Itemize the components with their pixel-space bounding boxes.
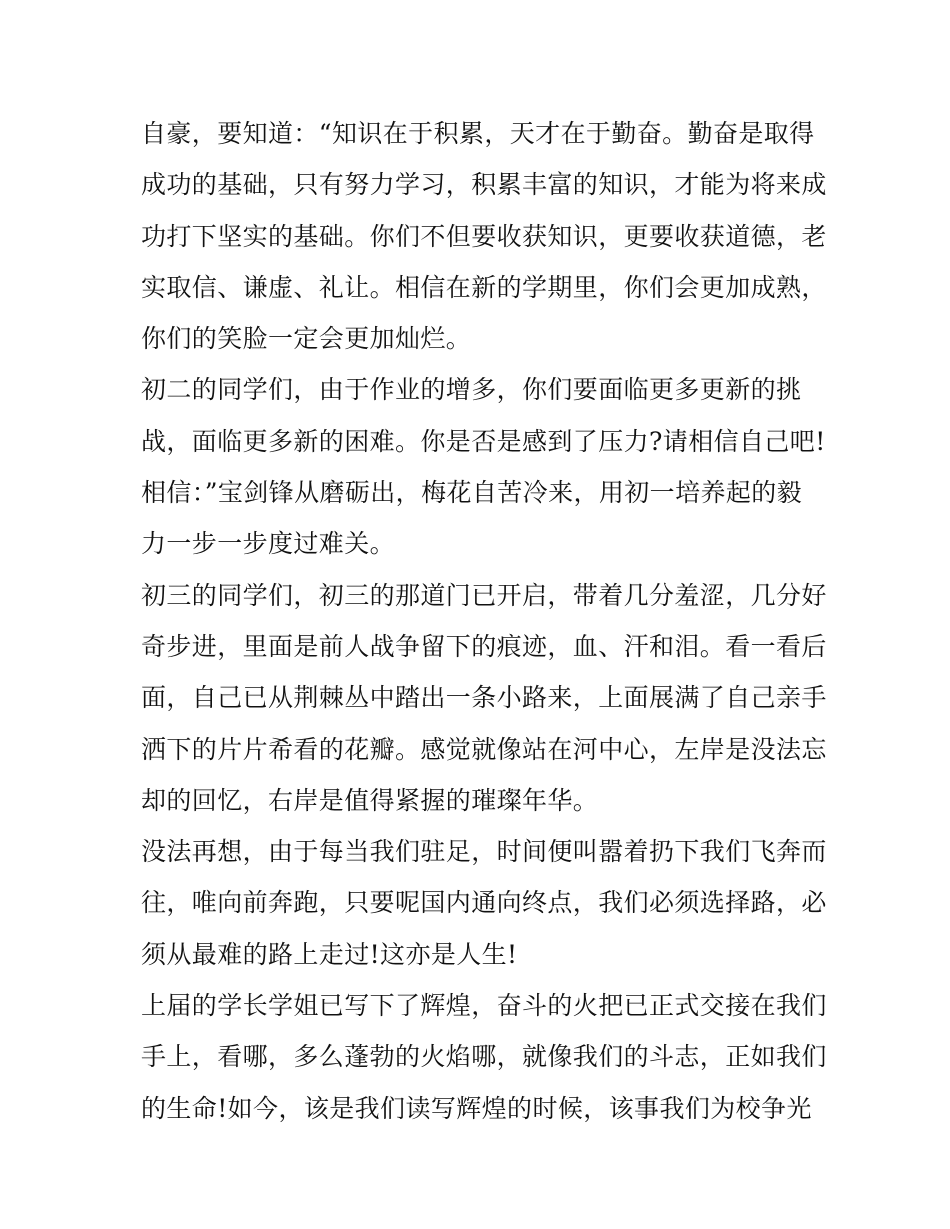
text-line: 手上，看哪，多么蓬勃的火焰哪，就像我们的斗志，正如我们 xyxy=(141,1042,827,1072)
text-line: 功打下坚实的基础。你们不但要收获知识，更要收获道德，老 xyxy=(141,221,827,251)
text-line: 洒下的片片希看的花瓣。感觉就像站在河中心，左岸是没法忘 xyxy=(141,734,827,764)
text-line: 往，唯向前奔跑，只要呢国内通向终点，我们必须选择路，必 xyxy=(141,888,827,918)
text-line: 上届的学长学姐已写下了辉煌，奋斗的火把已正式交接在我们 xyxy=(141,991,827,1021)
text-line: 奇步进，里面是前人战争留下的痕迹，血、汗和泪。看一看后 xyxy=(141,631,827,661)
text-line: 成功的基础，只有努力学习，积累丰富的知识，才能为将来成 xyxy=(141,170,827,200)
text-line: 须从最难的路上走过!这亦是人生! xyxy=(141,939,518,969)
text-line: 力一步一步度过难关。 xyxy=(141,529,396,559)
text-line: 的生命!如今，该是我们读写辉煌的时候，该事我们为校争光 xyxy=(141,1093,812,1123)
text-line: 却的回忆，右岸是值得紧握的璀璨年华。 xyxy=(141,785,599,815)
text-line: 面，自己已从荆棘丛中踏出一条小路来，上面展满了自己亲手 xyxy=(141,683,827,713)
text-line: 相信：”宝剑锋从磨砺出，梅花自苦冷来，用初一培养起的毅 xyxy=(141,478,803,508)
text-line: 自豪，要知道：“知识在于积累，天才在于勤奋。勤奋是取得 xyxy=(141,119,815,148)
text-line: 实取信、谦虚、礼让。相信在新的学期里，你们会更加成熟， xyxy=(141,272,827,302)
text-line: 没法再想，由于每当我们驻足，时间便叫嚣着扔下我们飞奔而 xyxy=(141,837,827,867)
text-line: 初二的同学们，由于作业的增多，你们要面临更多更新的挑 xyxy=(141,375,802,405)
text-line: 你们的笑脸一定会更加灿烂。 xyxy=(141,324,472,354)
text-line: 战，面临更多新的困难。你是否是感到了压力?请相信自己吧! xyxy=(141,426,826,456)
text-line: 初三的同学们，初三的那道门已开启，带着几分羞涩，几分好 xyxy=(141,580,827,610)
body-text xyxy=(141,108,827,1134)
